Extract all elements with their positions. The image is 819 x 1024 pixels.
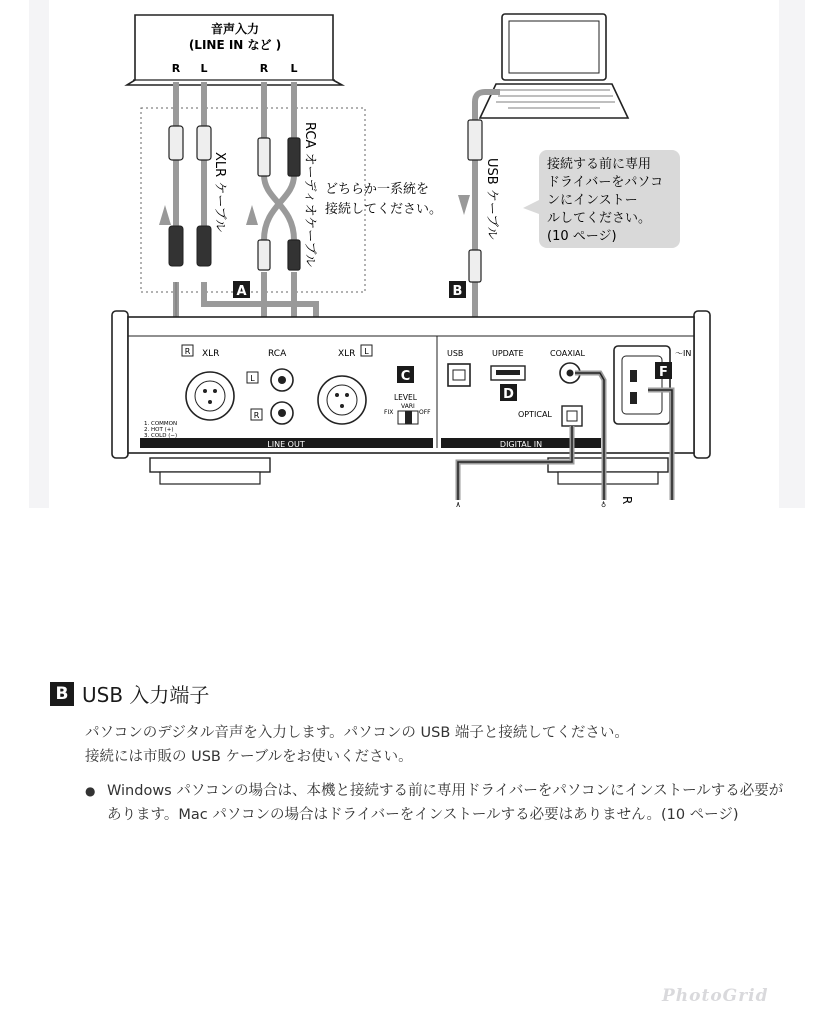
update-port-label: UPDATE (492, 349, 524, 358)
svg-text:D: D (503, 387, 514, 402)
ac-in-label: ～IN (675, 349, 692, 358)
source-subtitle: (LINE IN など ) (188, 38, 282, 52)
either-note-line2: 接続してください。 (325, 202, 443, 217)
usb-cable-label: USB ケーブル (484, 158, 499, 240)
svg-text:♁: ♁ (601, 501, 607, 508)
bullet-icon: ● (85, 784, 96, 798)
usb-input-section (50, 679, 790, 827)
description-line2: 接続には市販の USB ケーブルをお使いください。 (85, 749, 413, 765)
rca-label: RCA (268, 349, 287, 359)
svg-text:ルしてください。: ルしてください。 (547, 211, 652, 226)
up-arrow-icon (159, 205, 171, 225)
section-title (50, 679, 790, 708)
driver-note-text: Windows パソコンの場合は、本機と接続する前に専用ドライバーをパソコンにインストールする必要があります。Mac パソコンの場合はドライバーをインストールする必要はありません。(10 ページ) (107, 783, 784, 823)
svg-text:FIX: FIX (384, 409, 394, 416)
svg-text:接続する前に専用: 接続する前に専用 (547, 157, 652, 172)
source-jack-r2: R (259, 62, 269, 75)
audio-input-device (127, 15, 342, 85)
section-description (85, 721, 790, 769)
rca-plugs (246, 138, 300, 270)
svg-text:2. HOT (+): 2. HOT (+) (144, 427, 174, 433)
source-jack-l1: L (200, 62, 208, 75)
connection-diagram (0, 0, 819, 508)
usb-a-plug (468, 120, 482, 160)
coaxial-label: COAXIAL (550, 349, 585, 358)
driver-note (85, 779, 790, 827)
svg-text:ドライバーをパソコ: ドライバーをパソコ (547, 175, 664, 190)
svg-text:A: A (236, 284, 247, 299)
svg-text:F: F (659, 365, 668, 380)
photogrid-watermark: PhotoGrid (662, 986, 769, 1006)
source-title: 音声入力 (210, 22, 260, 36)
laptop-icon (480, 14, 628, 118)
svg-text:L: L (250, 374, 255, 383)
driver-callout (523, 150, 680, 248)
level-label: LEVEL (394, 393, 417, 402)
svg-text:R: R (620, 496, 634, 505)
usb-b-plug (469, 250, 481, 282)
section-badge: B (50, 682, 74, 706)
svg-text:L: L (364, 347, 369, 356)
either-note-line1: どちらか一系統を (325, 182, 430, 197)
source-jack-l2: L (290, 62, 298, 75)
svg-text:3. COLD (−): 3. COLD (−) (144, 433, 178, 439)
xlr-right-label: XLR (338, 349, 356, 359)
source-jack-r1: R (171, 62, 181, 75)
section-heading: USB 入力端子 (82, 683, 210, 707)
svg-text:(10 ページ): (10 ページ) (547, 229, 617, 244)
svg-text:VARI: VARI (401, 403, 415, 410)
xlr-cable-label: XLR ケーブル (212, 152, 227, 233)
up-arrow-icon (246, 205, 258, 225)
xlr-left-label: XLR (202, 349, 220, 359)
svg-text:B: B (452, 284, 463, 299)
rca-cable-label: RCA オーディオケーブル (302, 122, 317, 268)
svg-text:R: R (253, 411, 260, 420)
xlr-r-tag: R (184, 347, 191, 356)
optical-label: OPTICAL (518, 410, 552, 419)
svg-text:OFF: OFF (419, 409, 431, 416)
usb-port-label: USB (447, 349, 464, 358)
svg-text:C: C (400, 369, 411, 384)
description-line1: パソコンのデジタル音声を入力します。パソコンの USB 端子と接続してください。 (85, 725, 629, 741)
line-out-label: LINE OUT (267, 440, 305, 449)
svg-text:1. COMMON: 1. COMMON (144, 421, 178, 427)
digital-in-label: DIGITAL IN (499, 440, 543, 449)
svg-text:ンにインストー: ンにインストー (547, 193, 638, 208)
down-arrow-icon (458, 195, 470, 215)
svg-text:٨: ٨ (456, 500, 461, 508)
